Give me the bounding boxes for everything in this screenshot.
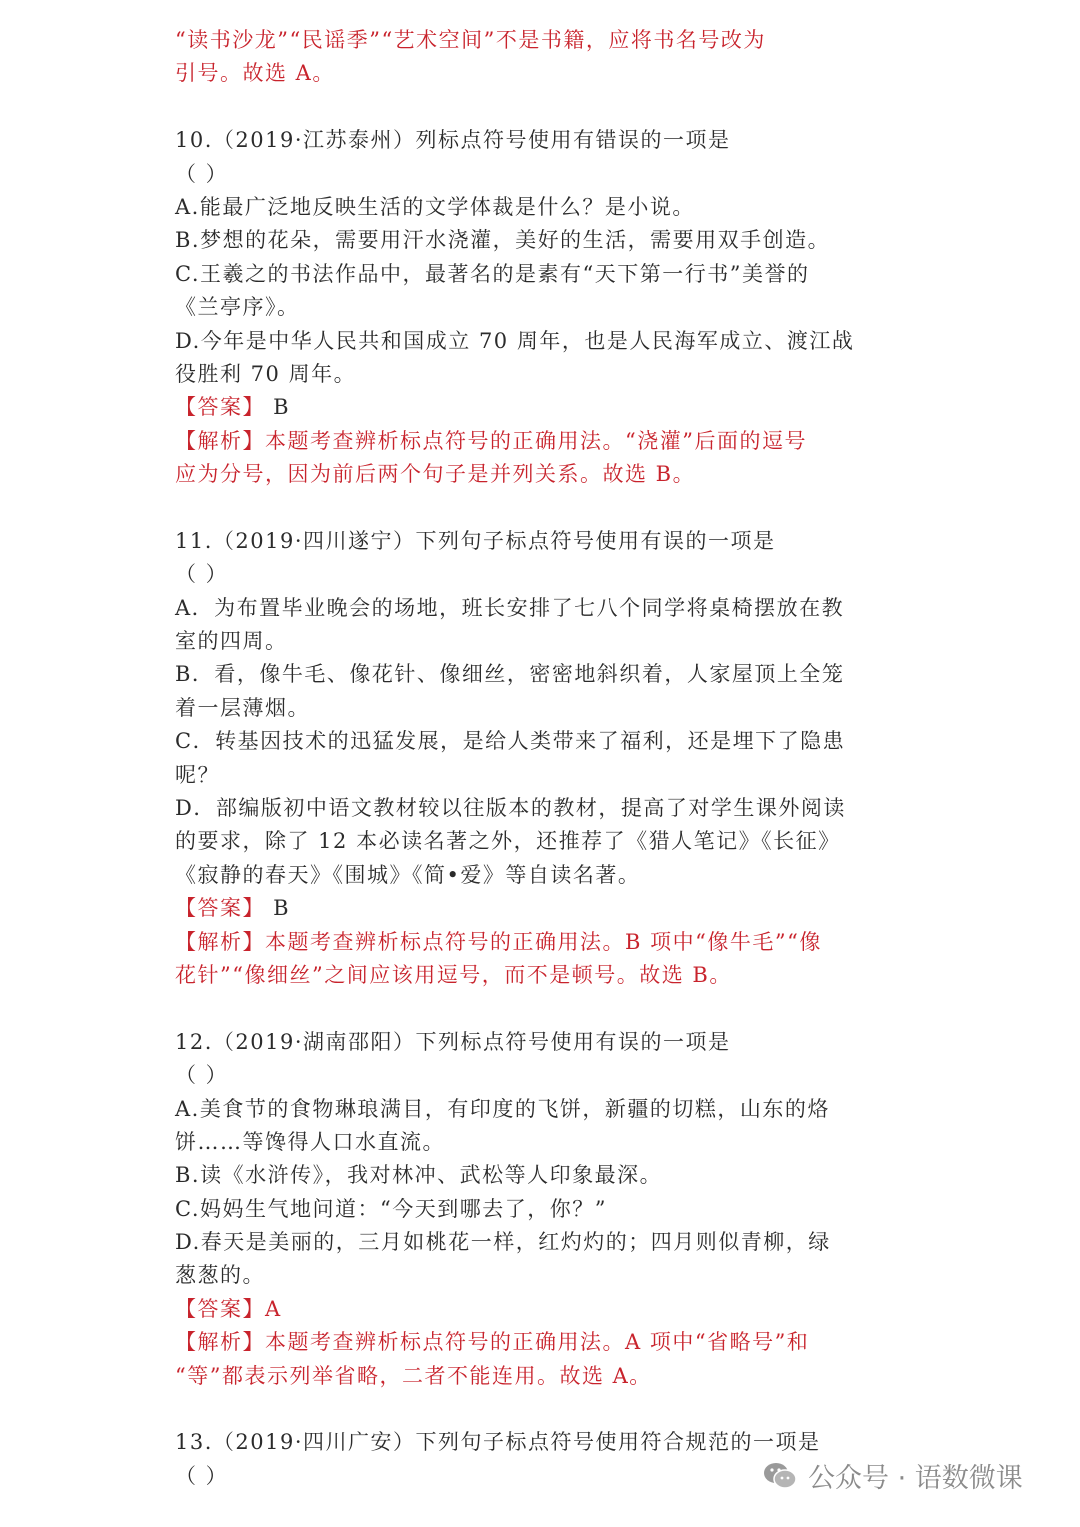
question-12-option-a: A.美食节的食物琳琅满目，有印度的飞饼，新疆的切糕，山东的烙: [175, 1096, 830, 1121]
question-12-option-c: C.妈妈生气地问道：“今天到哪去了，你？”: [175, 1196, 607, 1221]
question-11-explanation: [175, 926, 905, 959]
question-11-title: 11.（2019·四川遂宁）下列句子标点符号使用有误的一项是: [175, 528, 776, 553]
answer-value: B: [265, 896, 291, 921]
question-10-explanation: [175, 425, 905, 458]
question-12-explanation: [175, 1326, 905, 1359]
question-10-option-b: B.梦想的花朵，需要用汗水浇灌，美好的生活，需要用双手创造。: [175, 228, 831, 253]
question-11-option-d-cont: 《寂静的春天》《围城》《简•爱》等自读名著。: [175, 862, 641, 887]
explanation-tag: 【解析】: [175, 929, 265, 954]
spacer: [175, 1393, 905, 1426]
answer-tag: 【答案】: [175, 896, 265, 921]
question-10-option-a: A.能最广泛地反映生活的文学体裁是什么？是小说。: [175, 194, 695, 219]
question-10-paren: （ ）: [175, 161, 229, 186]
question-11-option-d: D．部编版初中语文教材较以往版本的教材，提高了对学生课外阅读: [175, 795, 846, 820]
watermark-text: 公众号 · 语数微课: [808, 1463, 1023, 1494]
question-11-option-d-cont: 的要求，除了 12 本必读名著之外，还推荐了《猎人笔记》《长征》: [175, 829, 841, 854]
question-11-explanation-cont: 花针”“像细丝”之间应该用逗号，而不是顿号。故选 B。: [175, 962, 732, 987]
explanation-text: 本题考查辨析标点符号的正确用法。B 项中“像牛毛”“像: [265, 929, 822, 954]
question-10-option-c: C.王羲之的书法作品中，最著名的是素有“天下第一行书”美誉的: [175, 261, 810, 286]
answer-tag: 【答案】: [175, 395, 265, 420]
answer-value: B: [265, 395, 291, 420]
explanation-text: 本题考查辨析标点符号的正确用法。“浇灌”后面的逗号: [265, 428, 807, 453]
prev-explanation-line: 引号。故选 A。: [175, 61, 335, 86]
explanation-tag: 【解析】: [175, 1330, 265, 1355]
answer-tag: 【答案】: [175, 1296, 265, 1321]
question-12-paren: （ ）: [175, 1063, 229, 1088]
question-10-option-d: D.今年是中华人民共和国成立 70 周年，也是人民海军成立、渡江战: [175, 328, 855, 353]
spacer: [175, 91, 905, 124]
question-12-option-a-cont: 饼……等馋得人口水直流。: [175, 1129, 445, 1154]
question-11-option-a-cont: 室的四周。: [175, 629, 288, 654]
answer-value: A: [265, 1296, 282, 1321]
question-10-option-c-cont: 《兰亭序》。: [175, 295, 300, 320]
question-11-option-a: A．为布置毕业晚会的场地，班长安排了七八个同学将桌椅摆放在教: [175, 595, 845, 620]
question-12-title: 12.（2019·湖南邵阳）下列标点符号使用有误的一项是: [175, 1029, 731, 1054]
explanation-tag: 【解析】: [175, 428, 265, 453]
spacer: [175, 491, 905, 524]
question-13-title: 13.（2019·四川广安）下列句子标点符号使用符合规范的一项是: [175, 1430, 821, 1455]
question-12-answer: [175, 1293, 905, 1326]
question-10-title: 10.（2019·江苏泰州）列标点符号使用有错误的一项是: [175, 128, 731, 153]
explanation-text: 本题考查辨析标点符号的正确用法。A 项中“省略号”和: [265, 1330, 810, 1355]
prev-explanation-line: “读书沙龙”“民谣季”“艺术空间”不是书籍，应将书名号改为: [175, 28, 766, 52]
question-11-paren: （ ）: [175, 562, 229, 587]
watermark: [762, 1456, 1023, 1495]
wechat-icon: [762, 1461, 798, 1491]
question-12-explanation-cont: “等”都表示列举省略，二者不能连用。故选 A。: [175, 1363, 652, 1388]
question-11-answer: [175, 892, 905, 925]
question-12-option-d: D.春天是美丽的，三月如桃花一样，红灼灼的；四月则似青柳，绿: [175, 1230, 831, 1255]
question-11-option-c: C．转基因技术的迅猛发展，是给人类带来了福利，还是埋下了隐患: [175, 729, 846, 754]
question-10-explanation-cont: 应为分号，因为前后两个句子是并列关系。故选 B。: [175, 462, 696, 487]
question-11-option-b: B．看，像牛毛、像花针、像细丝，密密地斜织着，人家屋顶上全笼: [175, 662, 845, 687]
question-11-option-c-cont: 呢？: [175, 762, 220, 787]
document-page: [175, 24, 905, 1493]
question-13-paren: （ ）: [175, 1463, 229, 1488]
question-11-option-b-cont: 着一层薄烟。: [175, 695, 310, 720]
question-12-option-b: B.读《水浒传》，我对林冲、武松等人印象最深。: [175, 1163, 663, 1188]
question-12-option-d-cont: 葱葱的。: [175, 1263, 265, 1288]
question-10-option-d-cont: 役胜利 70 周年。: [175, 361, 357, 386]
question-10-answer: [175, 391, 905, 424]
spacer: [175, 992, 905, 1025]
